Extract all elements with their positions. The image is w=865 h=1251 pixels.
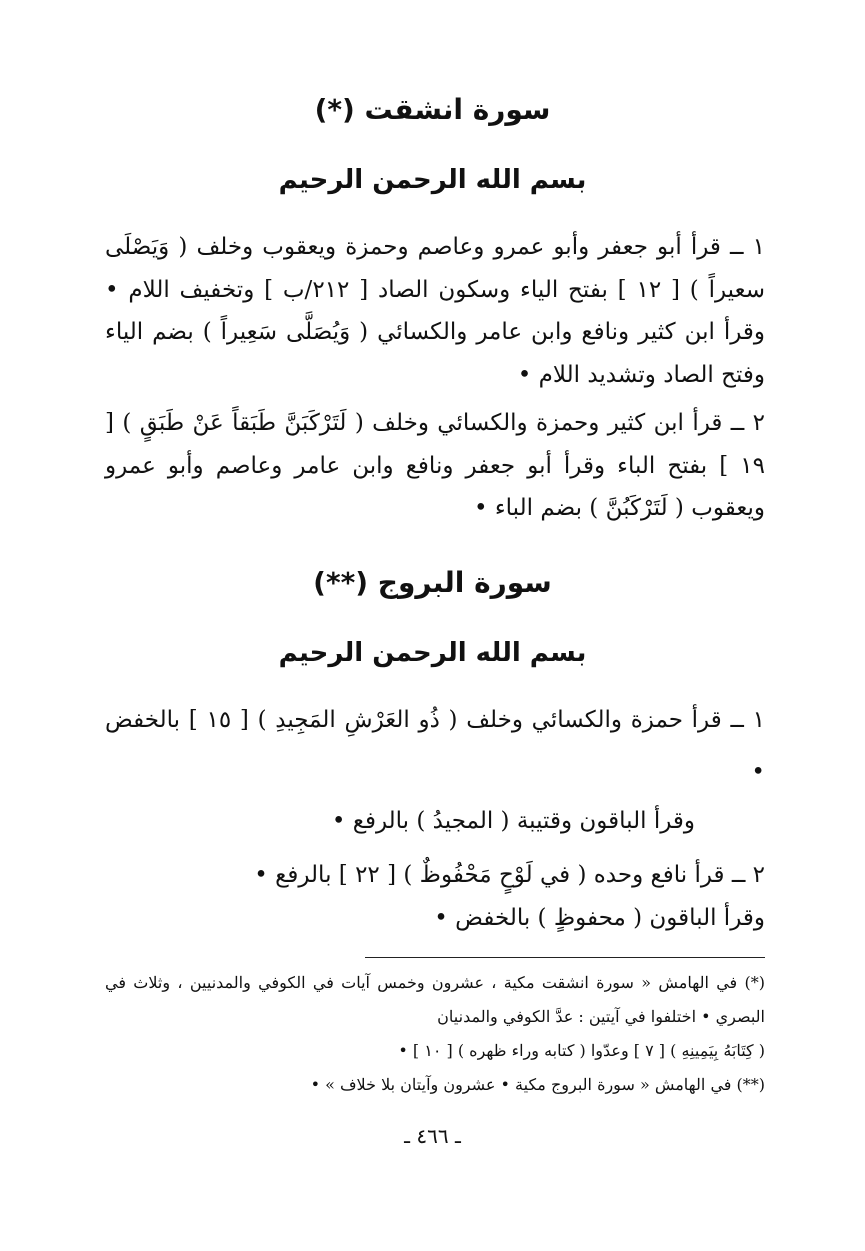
reading-note-3: ١ ــ قرأ حمزة والكسائي وخلف ( ذُو العَرْشِ المَجِيدِ ) [ ١٥ ] بالخفض • bbox=[105, 707, 765, 785]
footnote-1: (*) في الهامش « سورة انشقت مكية ، عشرون وخمس آيات في الكوفي والمدنيين ، وثلاث في البصري • اختلفوا في آيتين : عدَّ الكوفي والمدنيان bbox=[105, 973, 765, 1026]
reading-note-3-continuation: وقرأ الباقون وقتيبة ( المجيدُ ) بالرفع • bbox=[331, 808, 695, 834]
page-number: ـ ٤٦٦ ـ bbox=[404, 1124, 461, 1148]
reading-note-1: ١ ــ قرأ أبو جعفر وأبو عمرو وعاصم وحمزة ويعقوب وخلف ( وَيَصْلَى سعيراً ) [ ١٢ ] بفتح الياء وسكون الصاد [ ٢١٢/ب ] وتخفيف اللام • وقرأ ابن كثير ونافع وابن عامر والكسائي ( وَيُصَلَّى سَعِيراً ) بضم الياء وفتح الصاد وتشديد اللام • bbox=[105, 234, 765, 388]
surah-title-inshiqaq: سورة انشقت (*) bbox=[314, 93, 551, 126]
footnote-separator bbox=[365, 957, 765, 958]
footnotes bbox=[105, 966, 765, 1102]
reading-note-4: ٢ ــ قرأ نافع وحده ( في لَوْحٍ مَحْفُوظٌ ) [ ٢٢ ] بالرفع • bbox=[254, 862, 765, 888]
bismillah-2: بسم الله الرحمن الرحيم bbox=[278, 638, 587, 668]
footnote-1-continuation: ( كِتَابَهُ بِيَمِينِهِ ) [ ٧ ] وعدّوا ( كتابه وراء ظهره ) [ ١٠ ] • bbox=[398, 1041, 765, 1060]
footnote-2: (**) في الهامش « سورة البروج مكية • عشرون وآيتان بلا خلاف » • bbox=[310, 1075, 765, 1094]
reading-note-2: ٢ ــ قرأ ابن كثير وحمزة والكسائي وخلف ( لَتَرْكَبَنَّ طَبَقاً عَنْ طَبَقٍ ) [ ١٩ ] بفتح الباء وقرأ أبو جعفر ونافع وابن عامر وعاصم وأبو عمرو ويعقوب ( لَتَرْكَبُنَّ ) بضم الباء • bbox=[105, 410, 765, 521]
surah-title-buruj: سورة البروج (**) bbox=[313, 566, 552, 599]
reading-note-4-continuation: وقرأ الباقون ( محفوظٍ ) بالخفض • bbox=[434, 905, 765, 931]
bismillah-1: بسم الله الرحمن الرحيم bbox=[278, 165, 587, 195]
